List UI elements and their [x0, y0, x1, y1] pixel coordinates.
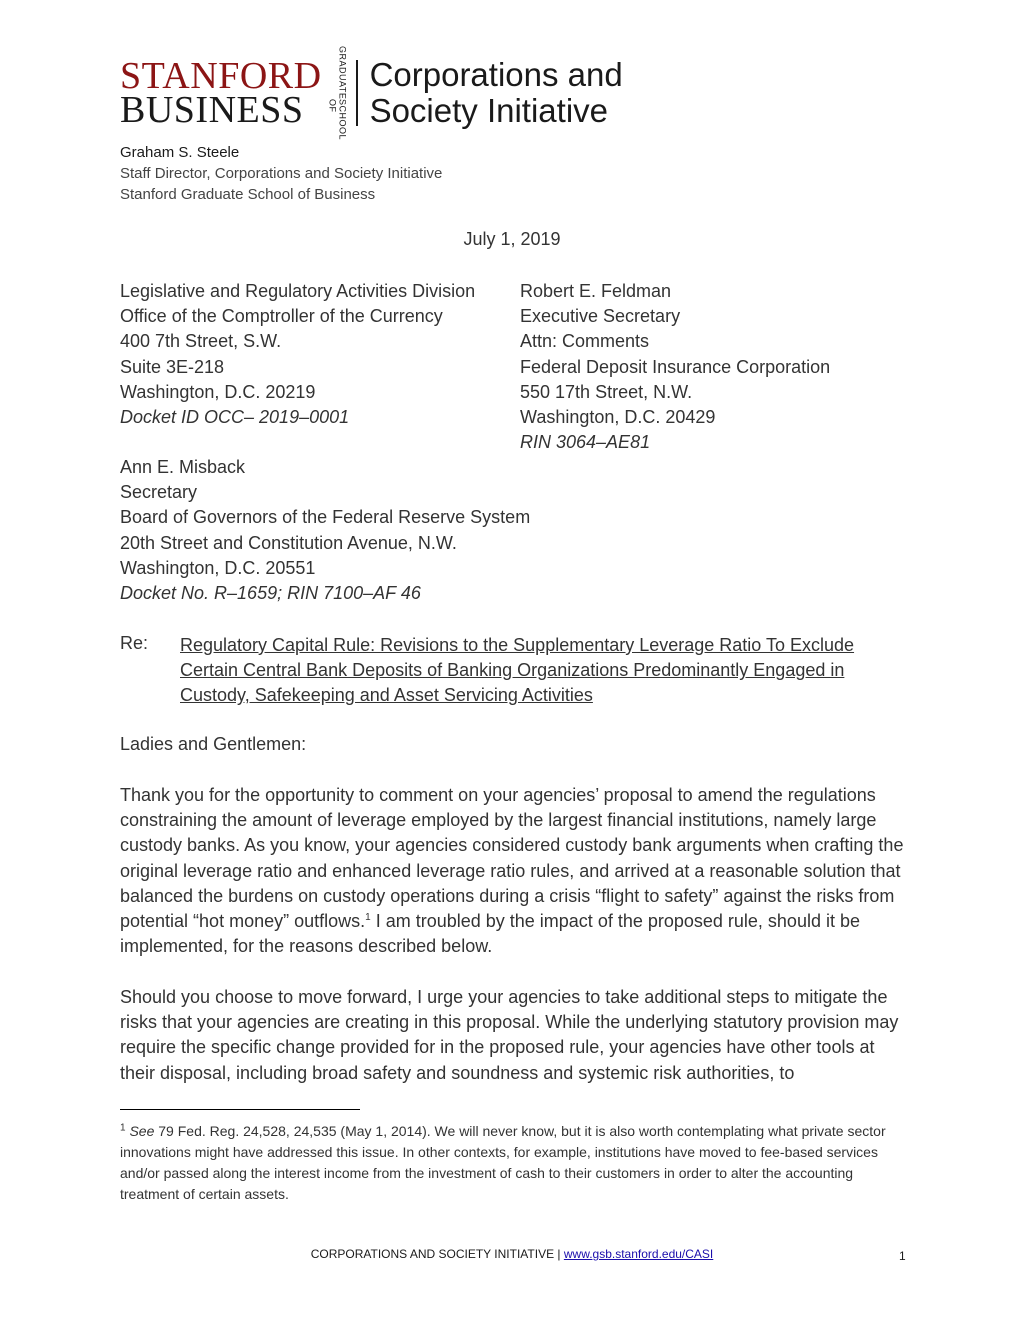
address-line: 400 7th Street, S.W. [120, 331, 282, 352]
docket-id: Docket ID OCC– 2019–0001 [120, 407, 350, 428]
salutation: Ladies and Gentlemen: [120, 734, 307, 754]
address-line: Legislative and Regulatory Activities Division [120, 281, 476, 301]
logo-school-vertical [326, 45, 348, 141]
address-line: Robert E. Feldman [520, 281, 672, 301]
logo-initiative-line: Corporations and [369, 56, 623, 93]
address-line: 20th Street and Constitution Avenue, N.W. [120, 532, 457, 553]
docket-id: Docket No. R–1659; RIN 7100–AF 46 [120, 583, 421, 604]
letter-date: July 1, 2019 [463, 229, 561, 249]
address-line: Secretary [120, 482, 198, 503]
address-line: Washington, D.C. 20551 [120, 557, 316, 578]
footnote-number: 1 [120, 1122, 126, 1134]
paragraph-text: I am troubled by the impact of the proposed rule, should it be implemented, for the reasons described below. [120, 911, 860, 957]
logo-initiative-line: Society Initiative [369, 92, 609, 129]
logo-divider [356, 60, 358, 126]
logo-school-line: SCHOOL OF [327, 99, 348, 141]
re-subject: Regulatory Capital Rule: Revisions to the Supplementary Leverage Ratio To Exclude Certain Central Bank Deposits of Banking Organizations Predominantly Engaged in Custody, Safekeeping and Asset Servicing Activities [180, 635, 855, 706]
footnote-text: 79 Fed. Reg. 24,528, 24,535 (May 1, 2014). We will never know, but it is also worth contemplating what private sector innovations might have addressed this issue. In other contexts, for example, institutions have moved to fee-based services and/or passed along the interest income from the investment of cash to their customers in order to alter the accounting treatment of certain assets. [120, 1123, 886, 1202]
footnote-ref: 1 [365, 912, 371, 924]
sender-name: Graham S. Steele [120, 144, 240, 161]
logo-initiative [370, 57, 623, 129]
address-line: Suite 3E-218 [120, 356, 225, 377]
addressee-fdic [520, 279, 830, 455]
docket-id: RIN 3064–AE81 [520, 432, 651, 453]
address-line: Federal Deposit Insurance Corporation [520, 356, 831, 377]
body-paragraph: Should you choose to move forward, I urge your agencies to take additional steps to mitigate the risks that your agencies are creating in this proposal. While the underlying statutory provision may require the specific change provided for in the proposed rule, your agencies have other tools at their disposal, including broad safety and soundness and systemic risk authorities, to [120, 987, 899, 1083]
address-line: Washington, D.C. 20429 [520, 407, 716, 428]
sender-title: Staff Director, Corporations and Society Initiative [120, 165, 443, 182]
footnote-see: See [129, 1123, 155, 1139]
sender-block [120, 142, 442, 205]
footer-link[interactable]: www.gsb.stanford.edu/CASI [563, 1247, 714, 1261]
address-line: Ann E. Misback [120, 457, 246, 477]
page-number: 1 [899, 1249, 906, 1263]
footnote [120, 1121, 895, 1205]
logo-wordmark [120, 54, 322, 131]
address-line: Attn: Comments [520, 331, 650, 352]
address-line: Washington, D.C. 20219 [120, 381, 316, 402]
address-line: Board of Governors of the Federal Reserve System [120, 507, 531, 528]
body-paragraph [120, 783, 905, 959]
logo-business: BUSINESS [120, 89, 304, 131]
address-line: Office of the Comptroller of the Currency [120, 306, 443, 327]
re-label: Re: [120, 633, 149, 653]
addressee-fed [120, 455, 530, 606]
footnote-divider [120, 1109, 360, 1110]
footer-org: CORPORATIONS AND SOCIETY INITIATIVE | [310, 1247, 564, 1261]
addressee-occ [120, 279, 475, 430]
paragraph-text: Thank you for the opportunity to comment on your agencies’ proposal to amend the regulations constraining the amount of leverage employed by the largest financial institutions, namely large custody banks. As you know, your agencies considered custody bank arguments when crafting the original leverage ratio and enhanced leverage ratio rules, and arrived at a reasonable solution that balanced the burdens on custody operations during a crisis “flight to safety” against the risks from potential “hot money” outflows. [120, 785, 904, 932]
address-line: 550 17th Street, N.W. [520, 381, 693, 402]
logo-stanford: STANFORD [120, 54, 322, 97]
sender-org: Stanford Graduate School of Business [120, 186, 376, 203]
address-line: Executive Secretary [520, 306, 681, 327]
page-footer [0, 1247, 1024, 1261]
stanford-gsb-logo [120, 45, 623, 141]
logo-school-line: GRADUATE [337, 45, 348, 100]
